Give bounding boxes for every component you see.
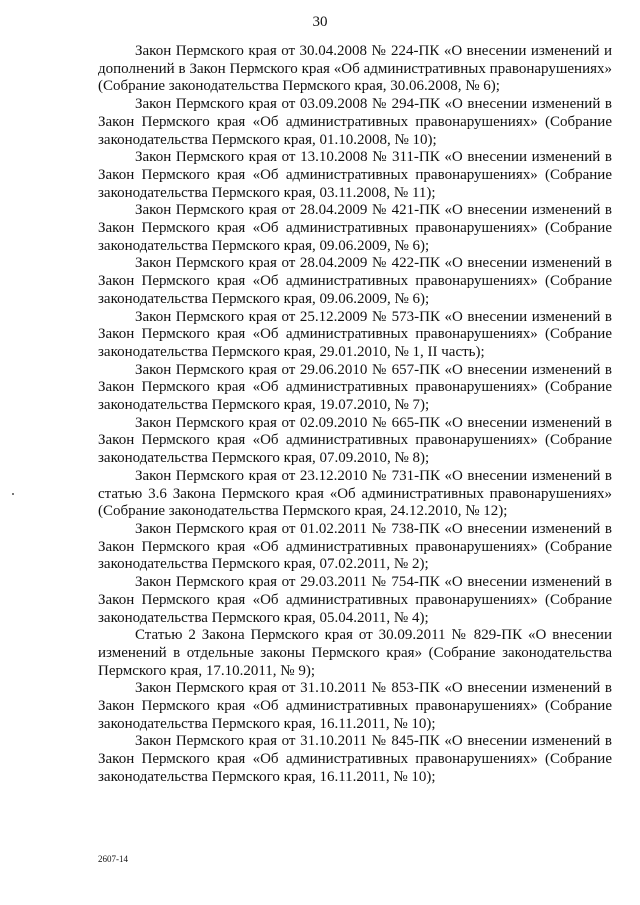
- law-entry-7: Закон Пермского края от 29.06.2010 № 657-ПК «О внесении изменений в Закон Пермского края «Об административных правонарушениях» (Собрание законодательства Пермского края, 19.07.2010, № 7);: [98, 361, 612, 414]
- law-entry-3: Закон Пермского края от 13.10.2008 № 311-ПК «О внесении изменений в Закон Пермского края «Об административных правонарушениях» (Собрание законодательства Пермского края, 03.11.2008, № 11);: [98, 149, 612, 201]
- law-entry-12: Статью 2 Закона Пермского края от 30.09.2011 № 829-ПК «О внесении изменений в отдельные законы Пермского края» (Собрание законодательства Пермского края, 17.10.2011, № 9);: [98, 627, 612, 679]
- page-number: 30: [312, 14, 328, 30]
- law-entry-8: Закон Пермского края от 02.09.2010 № 665-ПК «О внесении изменений в Закон Пермского края «Об административных правонарушениях» (Собрание законодательства Пермского края, 07.09.2010, № 8);: [98, 414, 612, 467]
- law-entry-6: Закон Пермского края от 25.12.2009 № 573-ПК «О внесении изменений в Закон Пермского края «Об административных правонарушениях» (Собрание законодательства Пермского края, 29.01.2010, № 1, II часть);: [98, 308, 612, 360]
- law-entry-14: Закон Пермского края от 31.10.2011 № 845-ПК «О внесении изменений в Закон Пермского края «Об административных правонарушениях» (Собрание законодательства Пермского края, 16.11.2011, № 10);: [98, 733, 612, 785]
- margin-speck: [12, 493, 14, 495]
- law-entry-10: Закон Пермского края от 01.02.2011 № 738-ПК «О внесении изменений в Закон Пермского края «Об административных правонарушениях» (Собрание законодательства Пермского края, 07.02.2011, № 2);: [98, 520, 612, 573]
- law-entry-11: Закон Пермского края от 29.03.2011 № 754-ПК «О внесении изменений в Закон Пермского края «Об административных правонарушениях» (Собрание законодательства Пермского края, 05.04.2011, № 4);: [98, 574, 612, 626]
- footer-document-code: 2607-14: [98, 854, 128, 864]
- law-entry-2: Закон Пермского края от 03.09.2008 № 294-ПК «О внесении изменений в Закон Пермского края «Об административных правонарушениях» (Собрание законодательства Пермского края, 01.10.2008, № 10);: [98, 96, 612, 148]
- law-entry-4: Закон Пермского края от 28.04.2009 № 421-ПК «О внесении изменений в Закон Пермского края «Об административных правонарушениях» (Собрание законодательства Пермского края, 09.06.2009, № 6);: [98, 202, 612, 254]
- law-entry-5: Закон Пермского края от 28.04.2009 № 422-ПК «О внесении изменений в Закон Пермского края «Об административных правонарушениях» (Собрание законодательства Пермского края, 09.06.2009, № 6);: [98, 255, 612, 307]
- document-body: [98, 43, 612, 787]
- law-entry-13: Закон Пермского края от 31.10.2011 № 853-ПК «О внесении изменений в Закон Пермского края «Об административных правонарушениях» (Собрание законодательства Пермского края, 16.11.2011, № 10);: [98, 680, 612, 732]
- law-entry-1: Закон Пермского края от 30.04.2008 № 224-ПК «О внесении изменений и дополнений в Закон Пермского края «Об административных правонарушениях» (Собрание законодательства Пермского края, 30.06.2008, № 6);: [98, 43, 612, 95]
- law-entry-9: Закон Пермского края от 23.12.2010 № 731-ПК «О внесении изменений в статью 3.6 Закона Пермского края «Об административных правонарушениях» (Собрание законодательства Пермского края, 24.12.2010, № 12);: [98, 467, 612, 520]
